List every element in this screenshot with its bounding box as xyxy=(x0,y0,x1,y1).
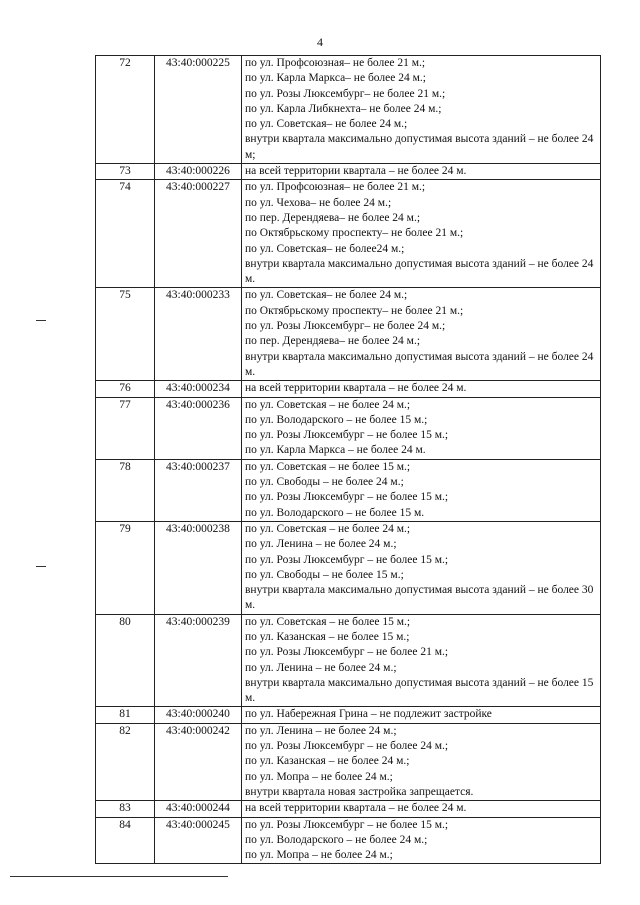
height-limit-line: по ул. Розы Люксембург – не более 15 м.; xyxy=(245,429,449,442)
height-limit-line: по ул. Володарского – не более 24 м.; xyxy=(245,833,428,846)
page-number: 4 xyxy=(317,35,323,49)
height-limit-line: по Октябрьскому проспекту– не более 21 м.; xyxy=(245,304,464,317)
height-limit-line: по ул. Мопра – не более 24 м.; xyxy=(245,849,393,862)
table-row xyxy=(96,521,601,614)
height-limit-line: по пер. Дерендяева– не более 24 м.; xyxy=(245,211,421,224)
height-limits xyxy=(242,459,601,521)
height-limit-line: на всей территории квартала – не более 24 м. xyxy=(245,802,467,815)
table-row xyxy=(96,459,601,521)
cadastral-quarter-code: 43:40:000233 xyxy=(155,288,242,381)
cadastral-quarter-code: 43:40:000237 xyxy=(155,459,242,521)
height-limit-line: на всей территории квартала – не более 24 м. xyxy=(245,382,467,395)
height-limits xyxy=(242,56,601,164)
height-limit-line: внутри квартала максимально допустимая высота зданий – не более 24 м. xyxy=(245,257,594,286)
height-limit-line: по ул. Володарского – не более 15 м. xyxy=(245,506,425,519)
height-limit-line: по ул. Ленина – не более 24 м.; xyxy=(245,538,397,551)
table-row xyxy=(96,707,601,723)
table-row xyxy=(96,817,601,864)
height-limit-line: внутри квартала максимально допустимая высота зданий – не более 24 м; xyxy=(245,133,594,161)
cadastral-quarter-code: 43:40:000244 xyxy=(155,801,242,817)
height-limits xyxy=(242,397,601,459)
table-row xyxy=(96,381,601,397)
height-regulations-table xyxy=(95,55,601,864)
height-limit-line: по ул. Профсоюзная– не более 21 м.; xyxy=(245,181,426,194)
height-limit-line: по ул. Володарского – не более 15 м.; xyxy=(245,413,428,426)
height-limit-line: по ул. Розы Люксембург – не более 15 м.; xyxy=(245,818,449,831)
row-number: 83 xyxy=(96,801,155,817)
height-limit-line: по ул. Ленина – не более 24 м.; xyxy=(245,724,397,737)
row-number: 78 xyxy=(96,459,155,521)
height-limit-line: по ул. Розы Люксембург – не более 15 м.; xyxy=(245,491,449,504)
cadastral-quarter-code: 43:40:000225 xyxy=(155,56,242,164)
height-limits xyxy=(242,817,601,864)
cadastral-quarter-code: 43:40:000240 xyxy=(155,707,242,723)
height-limit-line: по ул. Розы Люксембург – не более 21 м.; xyxy=(245,646,449,659)
height-limit-line: на всей территории квартала – не более 24 м. xyxy=(245,165,467,178)
cadastral-quarter-code: 43:40:000239 xyxy=(155,614,242,707)
table-body xyxy=(96,56,601,864)
row-number: 76 xyxy=(96,381,155,397)
cadastral-quarter-code: 43:40:000245 xyxy=(155,817,242,864)
height-limit-line: по ул. Советская – не более 15 м.; xyxy=(245,615,411,628)
height-limit-line: по ул. Розы Люксембург – не более 15 м.; xyxy=(245,553,449,566)
height-limit-line: по ул. Карла Маркса– не более 24 м.; xyxy=(245,72,426,85)
row-number: 72 xyxy=(96,56,155,164)
height-limits xyxy=(242,381,601,397)
margin-mark xyxy=(36,566,46,567)
cadastral-quarter-code: 43:40:000227 xyxy=(155,180,242,288)
height-limit-line: по ул. Казанская – не более 24 м.; xyxy=(245,755,410,768)
height-limit-line: по пер. Дерендяева– не более 24 м.; xyxy=(245,335,421,348)
height-limit-line: по ул. Советская– не более 24 м.; xyxy=(245,118,408,131)
height-limits xyxy=(242,180,601,288)
footnote-rule xyxy=(10,876,228,877)
cadastral-quarter-code: 43:40:000236 xyxy=(155,397,242,459)
cadastral-quarter-code: 43:40:000226 xyxy=(155,164,242,180)
height-limit-line: по ул. Профсоюзная– не более 21 м.; xyxy=(245,57,426,69)
cadastral-quarter-code: 43:40:000242 xyxy=(155,723,242,800)
row-number: 74 xyxy=(96,180,155,288)
table-row xyxy=(96,56,601,164)
row-number: 80 xyxy=(96,614,155,707)
height-limits xyxy=(242,521,601,614)
height-limit-line: по ул. Советская – не более 15 м.; xyxy=(245,460,411,473)
table-row xyxy=(96,801,601,817)
table-row xyxy=(96,614,601,707)
height-limit-line: по ул. Ленина – не более 24 м.; xyxy=(245,661,397,674)
height-limit-line: по ул. Советская– не более 24 м.; xyxy=(245,289,408,302)
height-limit-line: по Октябрьскому проспекту– не более 21 м.; xyxy=(245,227,464,240)
height-limit-line: по ул. Свободы – не более 24 м.; xyxy=(245,476,404,489)
height-limits xyxy=(242,288,601,381)
margin-mark xyxy=(36,320,46,321)
row-number: 84 xyxy=(96,817,155,864)
height-limit-line: внутри квартала максимально допустимая высота зданий – не более 24 м. xyxy=(245,350,594,378)
table-row xyxy=(96,180,601,288)
table-row xyxy=(96,164,601,180)
cadastral-quarter-code: 43:40:000238 xyxy=(155,521,242,614)
height-limit-line: по ул. Розы Люксембург – не более 24 м.; xyxy=(245,740,449,753)
row-number: 75 xyxy=(96,288,155,381)
table-row xyxy=(96,397,601,459)
height-limit-line: внутри квартала новая застройка запрещается. xyxy=(245,785,474,798)
height-limit-line: по ул. Чехова– не более 24 м.; xyxy=(245,196,392,209)
height-limit-line: по ул. Розы Люксембург– не более 24 м.; xyxy=(245,320,446,333)
row-number: 82 xyxy=(96,723,155,800)
height-limit-line: по ул. Свободы – не более 15 м.; xyxy=(245,568,404,581)
height-limits xyxy=(242,614,601,707)
height-limits xyxy=(242,164,601,180)
height-limit-line: по ул. Казанская – не более 15 м.; xyxy=(245,630,410,643)
height-limits xyxy=(242,707,601,723)
height-limits xyxy=(242,801,601,817)
height-limit-line: по ул. Карла Маркса – не более 24 м. xyxy=(245,444,426,457)
height-limit-line: по ул. Советская – не более 24 м.; xyxy=(245,522,411,535)
height-limit-line: по ул. Набережная Грина – не подлежит застройке xyxy=(245,708,492,721)
height-limit-line: по ул. Розы Люксембург– не более 21 м.; xyxy=(245,87,446,100)
height-limit-line: внутри квартала максимально допустимая высота зданий – не более 30 м. xyxy=(245,584,594,612)
row-number: 79 xyxy=(96,521,155,614)
row-number: 81 xyxy=(96,707,155,723)
height-limit-line: по ул. Советская – не более 24 м.; xyxy=(245,398,411,411)
cadastral-quarter-code: 43:40:000234 xyxy=(155,381,242,397)
height-limits xyxy=(242,723,601,800)
table-row xyxy=(96,288,601,381)
table-row xyxy=(96,723,601,800)
height-limit-line: внутри квартала максимально допустимая высота зданий – не более 15 м. xyxy=(245,676,594,705)
row-number: 73 xyxy=(96,164,155,180)
height-limit-line: по ул. Мопра – не более 24 м.; xyxy=(245,770,393,783)
row-number: 77 xyxy=(96,397,155,459)
height-limit-line: по ул. Карла Либкнехта– не более 24 м.; xyxy=(245,102,442,115)
height-limit-line: по ул. Советская– не более24 м.; xyxy=(245,242,405,255)
